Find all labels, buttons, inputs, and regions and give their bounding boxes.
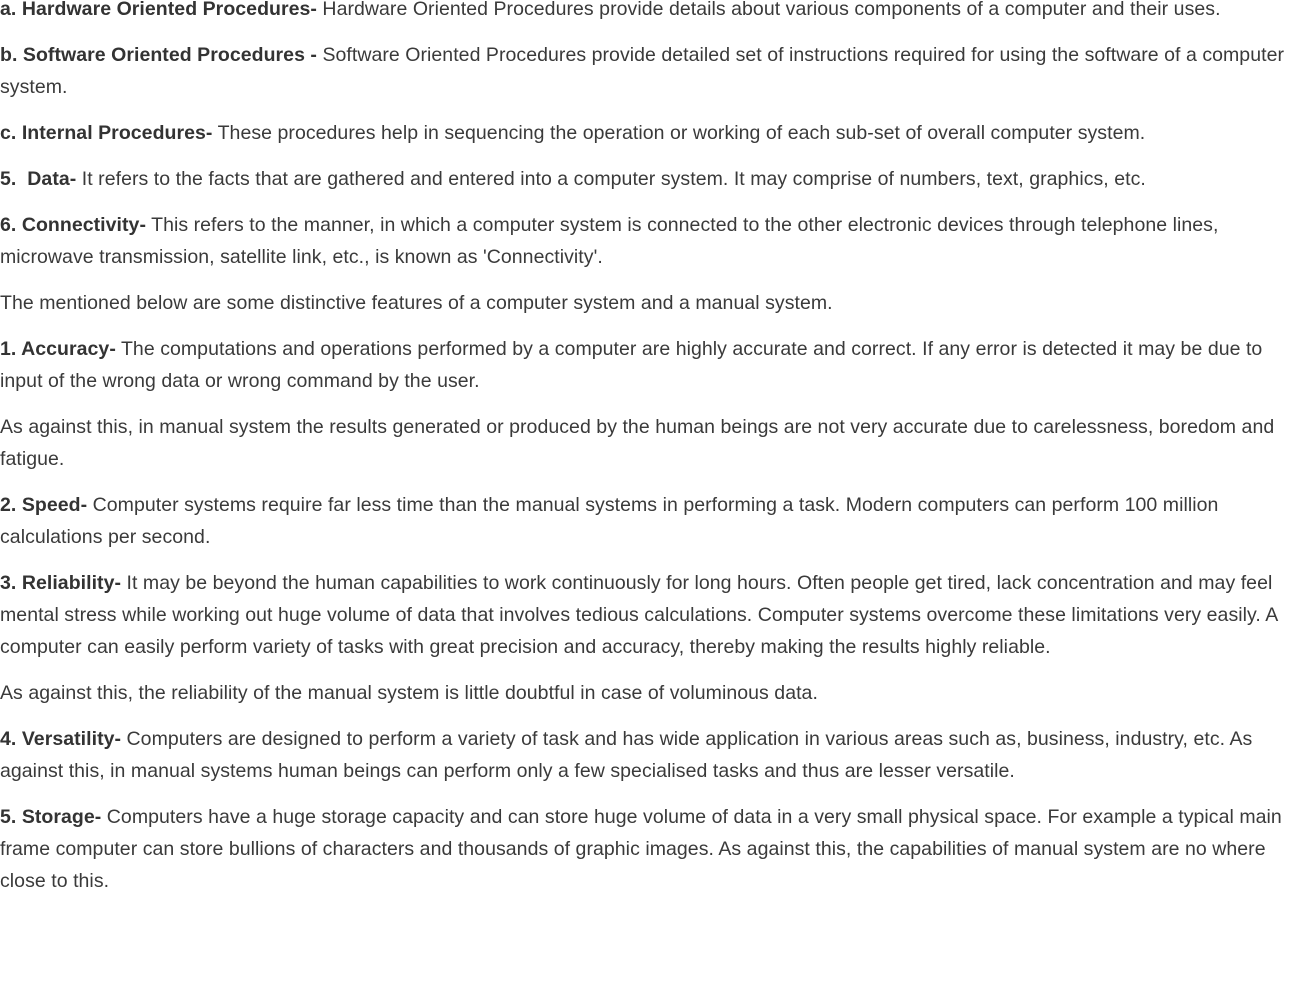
paragraph-text: It refers to the facts that are gathered and entered into a computer system. It may comprise of numbers, text, graphics, etc. [76, 168, 1146, 190]
paragraph-text: As against this, the reliability of the manual system is little doubtful in case of voluminous data. [0, 682, 818, 704]
paragraph-data [0, 163, 1296, 195]
paragraph-storage [0, 801, 1296, 897]
term-heading: a. Hardware Oriented Procedures- [0, 0, 317, 20]
paragraph-text: Software Oriented Procedures provide detailed set of instructions required for using the software of a computer system. [0, 44, 1285, 98]
term-heading: 3. Reliability- [0, 572, 122, 594]
paragraph-text: Computers have a huge storage capacity and can store huge volume of data in a very small physical space. For example a typical main frame computer can store bullions of characters and thousands of graphic images. As against this, the capabilities of manual system are no where close to this. [0, 806, 1282, 892]
paragraph-internal-procedures [0, 117, 1296, 149]
paragraph-text: Hardware Oriented Procedures provide details about various components of a computer and their uses. [316, 0, 1221, 20]
paragraph-text: This refers to the manner, in which a computer system is connected to the other electronic devices through telephone lines, microwave transmission, satellite link, etc., is known as 'Connectivity'. [0, 214, 1219, 268]
term-heading: b. Software Oriented Procedures - [0, 44, 317, 66]
paragraph-text: The mentioned below are some distinctive features of a computer system and a manual system. [0, 292, 833, 314]
term-heading: 2. Speed- [0, 494, 88, 516]
term-heading: 5. Data- [0, 168, 77, 190]
term-heading: 1. Accuracy- [0, 338, 116, 360]
paragraph-speed [0, 489, 1296, 553]
paragraph-text: It may be beyond the human capabilities to work continuously for long hours. Often people get tired, lack concentration and may feel mental stress while working out huge volume of data that involves tedious calculations. Computer systems overcome these limitations very easily. A computer can easily perform variety of tasks with great precision and accuracy, thereby making the results highly reliable. [0, 572, 1278, 658]
term-heading: 4. Versatility- [0, 728, 122, 750]
paragraph-features-intro [0, 287, 1296, 319]
paragraph-reliability [0, 567, 1296, 663]
paragraph-hardware-oriented-procedures [0, 0, 1296, 25]
paragraph-connectivity [0, 209, 1296, 273]
term-heading: 5. Storage- [0, 806, 102, 828]
term-heading: c. Internal Procedures- [0, 122, 213, 144]
paragraph-text: As against this, in manual system the results generated or produced by the human beings are not very accurate due to carelessness, boredom and fatigue. [0, 416, 1275, 470]
paragraph-text: These procedures help in sequencing the operation or working of each sub-set of overall computer system. [212, 122, 1146, 144]
paragraph-accuracy [0, 333, 1296, 397]
paragraph-software-oriented-procedures [0, 39, 1296, 103]
paragraph-versatility [0, 723, 1296, 787]
term-heading: 6. Connectivity- [0, 214, 146, 236]
paragraph-text: Computer systems require far less time than the manual systems in performing a task. Modern computers can perform 100 million calculations per second. [0, 494, 1219, 548]
paragraph-accuracy-manual [0, 411, 1296, 475]
paragraph-text: The computations and operations performed by a computer are highly accurate and correct. If any error is detected it may be due to input of the wrong data or wrong command by the user. [0, 338, 1263, 392]
paragraph-reliability-manual [0, 677, 1296, 709]
paragraph-text: Computers are designed to perform a variety of task and has wide application in various areas such as, business, industry, etc. As against this, in manual systems human beings can perform only a few specialised tasks and thus are lesser versatile. [0, 728, 1253, 782]
